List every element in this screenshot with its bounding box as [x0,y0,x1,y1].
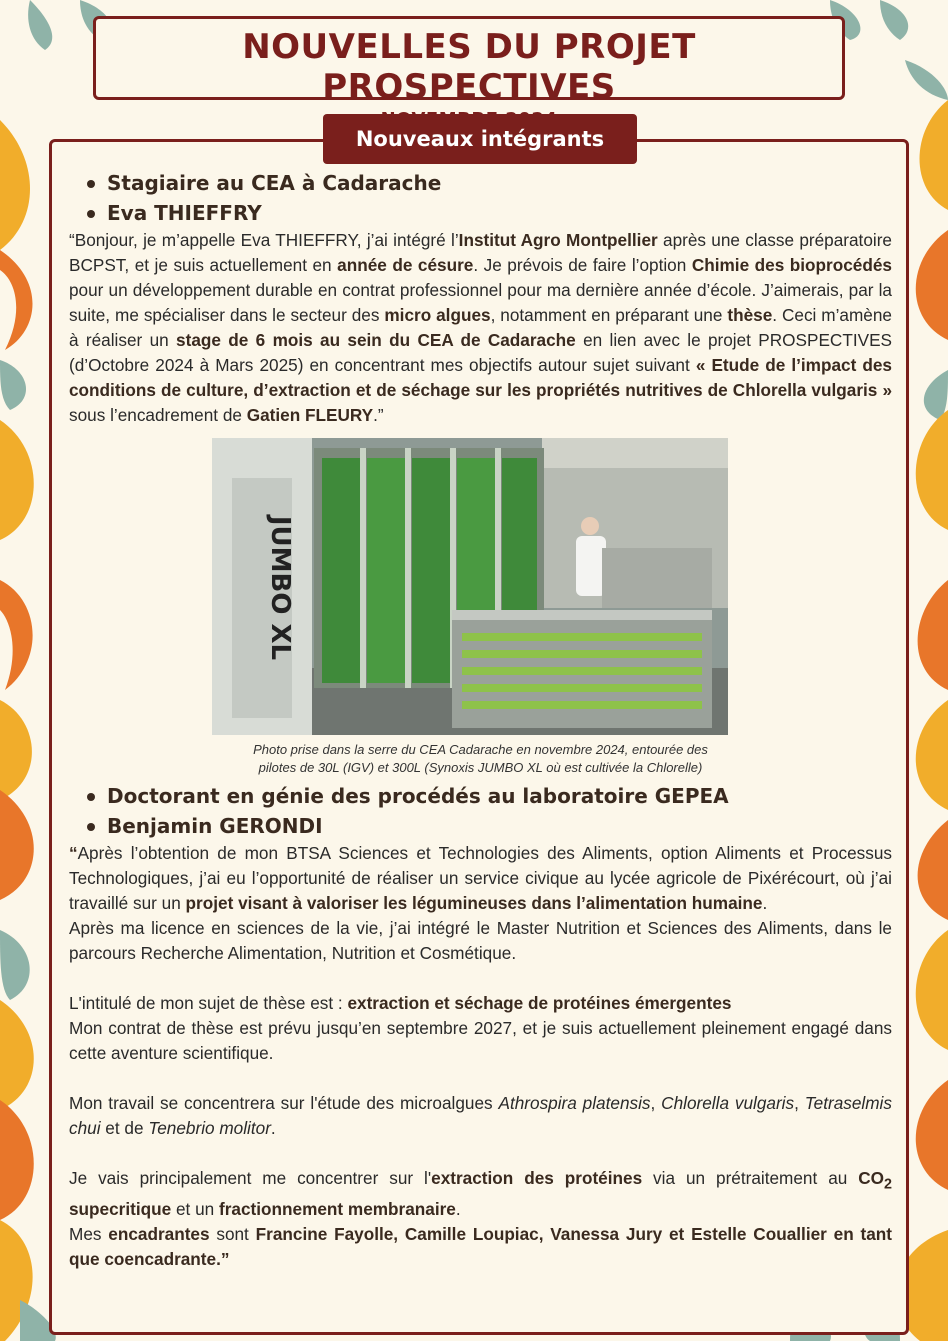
person2-paragraph-6: Je vais principalement me concentrer sur l'extraction des protéines via un prétraitement au $CO_2$ supecritique et un fractionnement membranaire. [69,1168,892,1220]
newsletter-header [93,16,845,107]
person2-paragraph-7: Mes encadrantes sont Francine Fayolle, Camille Loupiac, Vanessa Jury et Estelle Couallier en tant que coencadrante.” [69,1224,892,1270]
person2-paragraph-5: Mon travail se concentrera sur l'étude des microalgues Athrospira platensis, Chlorella vulgaris, Tetraselmis chui et de Tenebrio molitor. [69,1093,892,1138]
person1-name: Eva THIEFFRY [85,198,892,228]
person1-quote: “Bonjour, je m’appelle Eva THIEFFRY, j’ai intégré l’Institut Agro Montpellier après une classe préparatoire BCPST, et je suis actuellement en année de césure. Je prévois de faire l’option Chimie des bioprocédés pour un développement durable en contrat professionnel pour ma dernière année d’école. J’aimerais, par la suite, me spécialiser dans le secteur des micro algues, notamment en préparant une thèse. Ceci m’amène à réaliser un stage de 6 mois au sein du CEA de Cadarache en lien avec le projet PROSPECTIVES (d’Octobre 2024 à Mars 2025) en concentrant mes objectifs autour sujet suivant « Etude de l’impact des conditions de culture, d’extraction et de séchage sur les propriétés nutritives de Chlorella vulgaris » sous l’encadrement de Gatien FLEURY.” [69,230,893,425]
greenhouse-photo [212,438,728,735]
section-badge: Nouveaux intégrants [323,114,637,164]
person1-role: Stagiaire au CEA à Cadarache [85,168,892,198]
person2-paragraph-1: “Après l’obtention de mon BTSA Sciences et Technologies des Aliments, option Aliments et Processus Technologiques, j’ai eu l’opportunité de réaliser un service civique au lycée agricole de Pixérécourt, où j’ai travaillé sur un projet visant à valoriser les légumineuses dans l’alimentation humaine. [69,843,892,913]
newsletter-title: NOUVELLES DU PROJET PROSPECTIVES [242,27,696,107]
jumbo-xl-label: JUMBO XL [264,515,295,661]
person2-paragraph-4: Mon contrat de thèse est prévu jusqu’en septembre 2027, et je suis actuellement pleinement engagé dans cette aventure scientifique. [69,1018,892,1063]
person2-role: Doctorant en génie des procédés au laboratoire GEPEA [85,781,892,811]
photobioreactor-image [212,438,728,735]
article-body [69,168,892,1272]
person2-name: Benjamin GERONDI [85,811,892,841]
photo-caption: Photo prise dans la serre du CEA Cadarache en novembre 2024, entourée des pilotes de 30L (IGV) et 300L (Synoxis JUMBO XL où est cultivée la Chlorelle) [253,742,708,775]
person2-paragraph-2: Après ma licence en sciences de la vie, j’ai intégré le Master Nutrition et Sciences des Aliments, dans le parcours Recherche Alimentation, Nutrition et Cosmétique. [69,918,892,963]
person2-thesis-title: L'intitulé de mon sujet de thèse est : extraction et séchage de protéines émergentes [69,993,732,1013]
